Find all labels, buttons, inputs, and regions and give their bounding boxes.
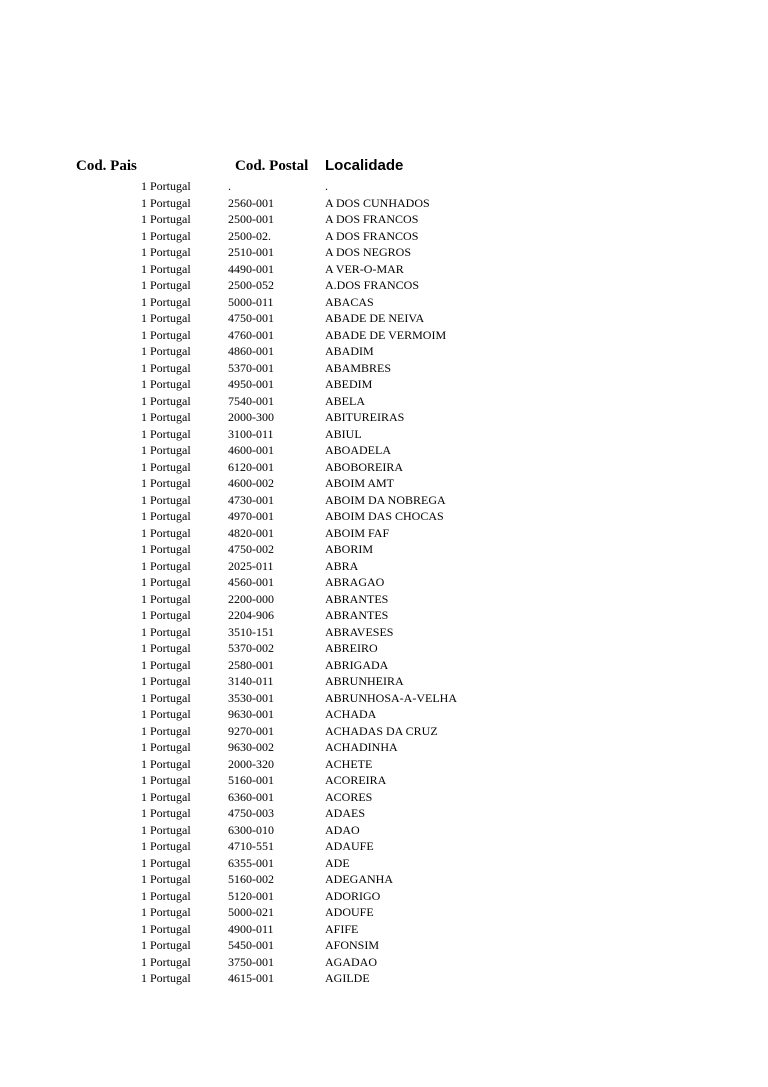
row-country: Portugal [150, 410, 191, 424]
row-postal-code: 2580-001 [228, 657, 274, 672]
row-locality: ABRUNHOSA-A-VELHA [325, 690, 457, 705]
row-locality: A DOS FRANCOS [325, 212, 419, 226]
table-row [0, 376, 768, 393]
table-row [0, 673, 768, 690]
table-row [0, 310, 768, 327]
table-row [0, 640, 768, 657]
row-number: 1 [141, 888, 147, 903]
row-locality: ACHADAS DA CRUZ [325, 723, 438, 738]
postal-code-table [0, 178, 768, 987]
row-number: 1 [141, 278, 147, 292]
row-postal-code: 6120-001 [228, 459, 274, 474]
table-row [0, 525, 768, 542]
row-postal-code: 6360-001 [228, 789, 274, 804]
row-number: 1 [141, 558, 147, 573]
row-country: Portugal [150, 921, 191, 936]
row-postal-code: 4600-002 [228, 476, 274, 490]
row-postal-code: 3100-011 [228, 426, 274, 441]
row-locality: ABADIM [325, 344, 374, 358]
row-locality: ABELA [325, 393, 365, 408]
table-row [0, 442, 768, 459]
table-row [0, 607, 768, 624]
row-number: 1 [141, 938, 147, 952]
row-locality: ADOUFE [325, 905, 374, 919]
row-postal-code: 4750-001 [228, 311, 274, 325]
table-row [0, 624, 768, 641]
table-row [0, 475, 768, 492]
row-locality: ABRUNHEIRA [325, 674, 404, 688]
row-number: 1 [141, 575, 147, 589]
row-postal-code: 4750-003 [228, 806, 274, 820]
row-postal-code: 2000-300 [228, 410, 274, 424]
table-row [0, 789, 768, 806]
row-country: Portugal [150, 476, 191, 490]
table-row [0, 178, 768, 195]
row-number: 1 [141, 245, 147, 259]
row-country: Portugal [150, 542, 191, 556]
row-locality: ABOIM DAS CHOCAS [325, 509, 444, 523]
row-number: 1 [141, 707, 147, 721]
row-number: 1 [141, 344, 147, 358]
row-number: 1 [141, 443, 147, 457]
row-locality: ABACAS [325, 294, 374, 309]
row-number: 1 [141, 393, 147, 408]
row-number: 1 [141, 872, 147, 886]
row-postal-code: 9270-001 [228, 723, 274, 738]
row-number: 1 [141, 476, 147, 490]
row-locality: ABRANTES [325, 591, 389, 606]
row-locality: ABRANTES [325, 608, 389, 622]
table-row [0, 360, 768, 377]
row-locality: ABRAGAO [325, 575, 385, 589]
row-locality: ABRAVESES [325, 624, 394, 639]
row-postal-code: 2025-011 [228, 558, 274, 573]
row-postal-code: 5370-002 [228, 641, 274, 655]
row-postal-code: . [228, 179, 231, 193]
row-locality: ACHADINHA [325, 740, 398, 754]
row-number: 1 [141, 822, 147, 837]
row-postal-code: 9630-001 [228, 707, 274, 721]
table-row [0, 459, 768, 476]
row-number: 1 [141, 195, 147, 210]
row-postal-code: 5160-001 [228, 773, 274, 787]
row-country: Portugal [150, 822, 191, 837]
row-country: Portugal [150, 641, 191, 655]
row-locality: ABADE DE NEIVA [325, 311, 425, 325]
row-number: 1 [141, 789, 147, 804]
row-number: 1 [141, 971, 147, 985]
table-row [0, 591, 768, 608]
table-row [0, 508, 768, 525]
row-country: Portugal [150, 624, 191, 639]
row-postal-code: 5160-002 [228, 872, 274, 886]
row-locality: ACORES [325, 789, 373, 804]
row-postal-code: 4760-001 [228, 327, 274, 342]
row-number: 1 [141, 591, 147, 606]
table-row [0, 426, 768, 443]
row-number: 1 [141, 657, 147, 672]
row-postal-code: 3140-011 [228, 674, 274, 688]
row-locality: AFIFE [325, 921, 359, 936]
row-postal-code: 2500-001 [228, 212, 274, 226]
row-number: 1 [141, 212, 147, 226]
row-postal-code: 4600-001 [228, 443, 274, 457]
row-country: Portugal [150, 278, 191, 292]
table-row [0, 327, 768, 344]
row-postal-code: 3750-001 [228, 954, 274, 969]
table-row [0, 739, 768, 756]
row-postal-code: 4860-001 [228, 344, 274, 358]
table-row [0, 904, 768, 921]
row-number: 1 [141, 905, 147, 919]
row-country: Portugal [150, 393, 191, 408]
row-country: Portugal [150, 657, 191, 672]
row-postal-code: 5000-011 [228, 294, 274, 309]
table-row [0, 772, 768, 789]
row-country: Portugal [150, 723, 191, 738]
table-row [0, 294, 768, 311]
table-row [0, 756, 768, 773]
table-row [0, 690, 768, 707]
table-row [0, 706, 768, 723]
row-country: Portugal [150, 459, 191, 474]
row-country: Portugal [150, 839, 191, 853]
row-country: Portugal [150, 591, 191, 606]
table-row [0, 492, 768, 509]
row-postal-code: 2000-320 [228, 756, 274, 771]
row-locality: ABIUL [325, 426, 362, 441]
row-locality: ABEDIM [325, 377, 373, 391]
row-locality: ADORIGO [325, 888, 381, 903]
row-locality: A DOS NEGROS [325, 245, 412, 259]
row-number: 1 [141, 294, 147, 309]
table-row [0, 393, 768, 410]
table-row [0, 723, 768, 740]
header-cod-postal: Cod. Postal [235, 158, 309, 174]
table-row [0, 195, 768, 212]
row-locality: A DOS FRANCOS [325, 228, 419, 243]
row-country: Portugal [150, 525, 191, 540]
row-country: Portugal [150, 971, 191, 985]
row-number: 1 [141, 641, 147, 655]
row-locality: ABOIM FAF [325, 525, 390, 540]
row-locality: AGADAO [325, 954, 377, 969]
table-row [0, 657, 768, 674]
row-country: Portugal [150, 905, 191, 919]
table-row [0, 409, 768, 426]
row-locality: AGILDE [325, 971, 370, 985]
row-country: Portugal [150, 674, 191, 688]
row-postal-code: 2204-906 [228, 608, 274, 622]
row-country: Portugal [150, 426, 191, 441]
row-postal-code: 4710-551 [228, 839, 274, 853]
row-postal-code: 6300-010 [228, 822, 274, 837]
row-country: Portugal [150, 773, 191, 787]
header-localidade: Localidade [325, 157, 404, 174]
row-locality: ABOADELA [325, 443, 391, 457]
row-number: 1 [141, 756, 147, 771]
row-locality: . [325, 179, 328, 193]
row-country: Portugal [150, 443, 191, 457]
row-postal-code: 2500-052 [228, 278, 274, 292]
row-number: 1 [141, 311, 147, 325]
row-country: Portugal [150, 344, 191, 358]
row-number: 1 [141, 674, 147, 688]
row-locality: ABRIGADA [325, 657, 389, 672]
table-row [0, 855, 768, 872]
row-number: 1 [141, 690, 147, 705]
row-locality: ABOIM AMT [325, 476, 395, 490]
row-country: Portugal [150, 938, 191, 952]
row-country: Portugal [150, 261, 191, 276]
row-locality: ACOREIRA [325, 773, 387, 787]
row-number: 1 [141, 492, 147, 507]
row-postal-code: 2200-000 [228, 591, 274, 606]
row-postal-code: 4950-001 [228, 377, 274, 391]
row-postal-code: 4900-011 [228, 921, 274, 936]
table-row [0, 261, 768, 278]
row-country: Portugal [150, 855, 191, 870]
row-postal-code: 4820-001 [228, 525, 274, 540]
table-row [0, 574, 768, 591]
row-postal-code: 2510-001 [228, 245, 274, 259]
row-country: Portugal [150, 327, 191, 342]
row-number: 1 [141, 360, 147, 375]
row-locality: ABAMBRES [325, 360, 392, 375]
row-postal-code: 5120-001 [228, 888, 274, 903]
row-country: Portugal [150, 311, 191, 325]
header-cod-pais: Cod. Pais [76, 158, 137, 174]
table-row [0, 541, 768, 558]
row-country: Portugal [150, 888, 191, 903]
row-country: Portugal [150, 740, 191, 754]
row-number: 1 [141, 954, 147, 969]
row-number: 1 [141, 855, 147, 870]
row-postal-code: 4730-001 [228, 492, 274, 507]
row-postal-code: 4560-001 [228, 575, 274, 589]
row-number: 1 [141, 773, 147, 787]
row-locality: A.DOS FRANCOS [325, 278, 420, 292]
row-postal-code: 4970-001 [228, 509, 274, 523]
row-locality: ABRA [325, 558, 359, 573]
row-country: Portugal [150, 707, 191, 721]
row-number: 1 [141, 624, 147, 639]
row-postal-code: 5450-001 [228, 938, 274, 952]
table-row [0, 921, 768, 938]
table-row [0, 838, 768, 855]
row-country: Portugal [150, 872, 191, 886]
table-row [0, 558, 768, 575]
row-postal-code: 6355-001 [228, 855, 274, 870]
row-postal-code: 3530-001 [228, 690, 274, 705]
row-postal-code: 2560-001 [228, 195, 274, 210]
row-country: Portugal [150, 212, 191, 226]
row-postal-code: 5370-001 [228, 360, 274, 375]
row-country: Portugal [150, 195, 191, 210]
row-locality: ABORIM [325, 542, 374, 556]
row-country: Portugal [150, 509, 191, 523]
row-country: Portugal [150, 608, 191, 622]
row-country: Portugal [150, 954, 191, 969]
row-number: 1 [141, 228, 147, 243]
row-number: 1 [141, 723, 147, 738]
row-country: Portugal [150, 360, 191, 375]
row-number: 1 [141, 261, 147, 276]
row-country: Portugal [150, 492, 191, 507]
table-row [0, 888, 768, 905]
row-postal-code: 5000-021 [228, 905, 274, 919]
row-postal-code: 4615-001 [228, 971, 274, 985]
table-row [0, 871, 768, 888]
table-row [0, 954, 768, 971]
row-locality: ADE [325, 855, 350, 870]
table-row [0, 343, 768, 360]
row-postal-code: 3510-151 [228, 624, 274, 639]
row-number: 1 [141, 327, 147, 342]
row-postal-code: 4490-001 [228, 261, 274, 276]
row-locality: ABOIM DA NOBREGA [325, 492, 446, 507]
row-country: Portugal [150, 245, 191, 259]
row-number: 1 [141, 525, 147, 540]
table-row [0, 822, 768, 839]
row-number: 1 [141, 377, 147, 391]
row-country: Portugal [150, 377, 191, 391]
row-locality: A DOS CUNHADOS [325, 195, 430, 210]
row-locality: ABITUREIRAS [325, 410, 405, 424]
row-postal-code: 2500-02. [228, 228, 271, 243]
row-locality: ABADE DE VERMOIM [325, 327, 447, 342]
row-number: 1 [141, 542, 147, 556]
row-country: Portugal [150, 756, 191, 771]
row-number: 1 [141, 608, 147, 622]
row-locality: ADAES [325, 806, 366, 820]
row-locality: ACHADA [325, 707, 377, 721]
row-country: Portugal [150, 294, 191, 309]
row-locality: ACHETE [325, 756, 373, 771]
row-locality: ADAUFE [325, 839, 374, 853]
row-number: 1 [141, 921, 147, 936]
row-number: 1 [141, 426, 147, 441]
row-locality: ADAO [325, 822, 360, 837]
table-row [0, 244, 768, 261]
row-locality: ABOBOREIRA [325, 459, 404, 474]
row-postal-code: 7540-001 [228, 393, 274, 408]
row-country: Portugal [150, 179, 191, 193]
row-number: 1 [141, 740, 147, 754]
table-row [0, 277, 768, 294]
table-row [0, 228, 768, 245]
row-country: Portugal [150, 228, 191, 243]
row-number: 1 [141, 839, 147, 853]
row-locality: ADEGANHA [325, 872, 393, 886]
row-number: 1 [141, 179, 147, 193]
row-country: Portugal [150, 575, 191, 589]
row-locality: A VER-O-MAR [325, 261, 404, 276]
row-locality: AFONSIM [325, 938, 380, 952]
table-row [0, 211, 768, 228]
table-row [0, 937, 768, 954]
table-row [0, 805, 768, 822]
row-country: Portugal [150, 789, 191, 804]
row-number: 1 [141, 459, 147, 474]
table-row [0, 970, 768, 987]
row-country: Portugal [150, 558, 191, 573]
row-country: Portugal [150, 690, 191, 705]
row-postal-code: 4750-002 [228, 542, 274, 556]
row-number: 1 [141, 509, 147, 523]
row-number: 1 [141, 410, 147, 424]
row-postal-code: 9630-002 [228, 740, 274, 754]
row-number: 1 [141, 806, 147, 820]
row-locality: ABREIRO [325, 641, 378, 655]
row-country: Portugal [150, 806, 191, 820]
